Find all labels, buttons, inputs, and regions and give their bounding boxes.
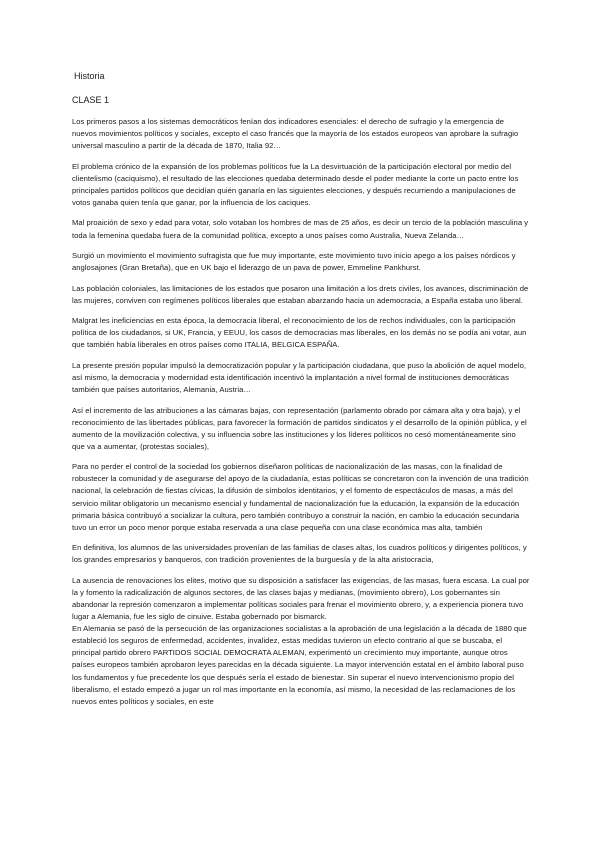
paragraph: Malgrat les ineficiencias en esta época, la democracia liberal, el reconocimiento de los de rechos individuales, con la participación política de los ciudadanos, si UK, Francia, y EEUU, los casos de democracias mas liberales, en los demás no se podía ani votar, aun que también había liberales en otros países como ITALIA, BELGICA ESPAÑA. — [72, 316, 527, 350]
paragraph: Surgió un movimiento el movimiento sufragista que fue muy importante, este movimiento tuvo inicio apego a los países nórdicos y anglosajones (Gran Bretaña), que en UK bajo el liderazgo de un pava de power, Emmeline Pankhurst. — [72, 251, 516, 273]
document-title: Historia — [74, 71, 105, 81]
document-subtitle: CLASE 1 — [72, 95, 110, 105]
paragraph: En definitiva, los alumnos de las universidades provenían de las familias de clases altas, los cuadros políticos y dirigentes políticos, y los grandes empresarios y banqueros, con tradición provenientes de la burguesía y de la alta aristocracia, — [72, 543, 527, 565]
paragraph: Así el incremento de las atribuciones a las cámaras bajas, con representación (parlamento obrado por cámara alta y otra baja), y el reconocimiento de las libertades públicas, para favorecer la formación de partidos sindicatos y el desarrollo de la opinión pública, y el aumento de la movilización colectiva, y su influencia sobre las instituciones y los líderes políticos no cesó momentáneamente sino que va a aumentar, (protestas sociales), — [72, 405, 527, 451]
paragraph: La ausencia de renovaciones los elites, motivo que su disposición a satisfacer las exigencias, de las masas, fuera escasa. La cual por la y fomento la radicalización de algunos sectores, de las clases bajas y medianas, (movimiento obrero), Los gobernantes sin abandonar la represión comenzaron a implementar políticas sociales para frenar el movimiento obrero, y, a experiencia pionera tuvo lugar a Alemania, fue les siglo de cinuive. Estaba gobernado por bismarck. — [72, 575, 530, 622]
paragraph: En Alemania se pasó de la persecución de las organizaciones socialistas a la aprobación de una legislación a la década de 1880 que estableció los seguros de enfermedad, accidentes, invalidez, estas medidas tuvieron un efecto contrario al que se buscaba, el principal partido obrero PARTIDOS SOCIAL DEMOCRATA ALEMAN, experimentó un crecimiento muy importante, aunque otros países europeos también aprobaron leyes parecidas en la década siguiente. La mayor intervención estatal en el ámbito laboral puso los fundamentos y fue precedente los que después sería el estado de bienestar. Sin superar el nuevo intervencionismo propio del liberalismo, el estado empezó a jugar un rol mas importante en la economía, así mismo, la necesidad de las reclamaciones de los nuevos entes políticos y sociales, en este — [72, 624, 527, 706]
paragraph: Para no perder el control de la sociedad los gobiernos diseñaron políticas de nacionalización de las masas, con la finalidad de robustecer la comunidad y de asegurarse del apoyo de la ciudadanía, estas políticas se concretaron con la invención de una tradición nacional, la celebración de fiestas cívicas, la difusión de símbolos identitarios, y el fomento de espectáculos de masas, a más del servicio militar obligatorio un mecanismo esencial y fundamental de nacionalización fue la educación, la expansión de la educación primaria básica contribuyó a socializar la cultura, pero también contribuyo a construir la nación, en cambio la educación secundaria tuvo un error un poco menor porque estaba reservada a una clase pequeña con una clase económica mas alta, también — [72, 462, 529, 532]
paragraph: El problema crónico de la expansión de los problemas políticos fue la La desvirtuación de la participación electoral por medio del clientelismo (caciquismo), el resultado de las elecciones quedaba determinado desde el poder mediante la corte un pacto entre los principales partidos políticos que decidían quién ganaría en las siguientes elecciones, y después recurriendo a manipulaciones de votos ganaba quien tenía que ganar, por la influencia de los caciques. — [72, 161, 519, 207]
document-body — [72, 116, 530, 708]
paragraph: Las población coloniales, las limitaciones de los estados que posaron una limitación a los drets civiles, los avances, discriminación de las mujeres, conviven con regímenes políticos liberales que estaban abarzando hacia un ademocracia, a España estaba uno liberal. — [72, 283, 529, 305]
paragraph: La presente presión popular impulsó la democratización popular y la participación ciudadana, que puso la abolición de aquel modelo, así mismo, la democracia y modernidad esta identificación incentivó la implantación a nivel formal de instituciones democráticas también que países autoritarios, Alemania, Austria… — [72, 360, 527, 395]
paragraph: Los primeros pasos a los sistemas democráticos fenían dos indicadores esenciales: el derecho de sufragio y la emergencia de nuevos movimientos políticos y sociales, excepto el caso francés que la mayoría de los estados europeos van aprobare la sufragio universal masculino a partir de la década de 1870, Italia 92… — [72, 117, 519, 151]
paragraph: Mal proaición de sexo y edad para votar, solo votaban los hombres de mas de 25 años, es decir un tercio de la población masculina y toda la femenina quedaba fuera de la comunidad política, excepto a unos países como Australia, Nueva Zelanda… — [72, 218, 529, 240]
